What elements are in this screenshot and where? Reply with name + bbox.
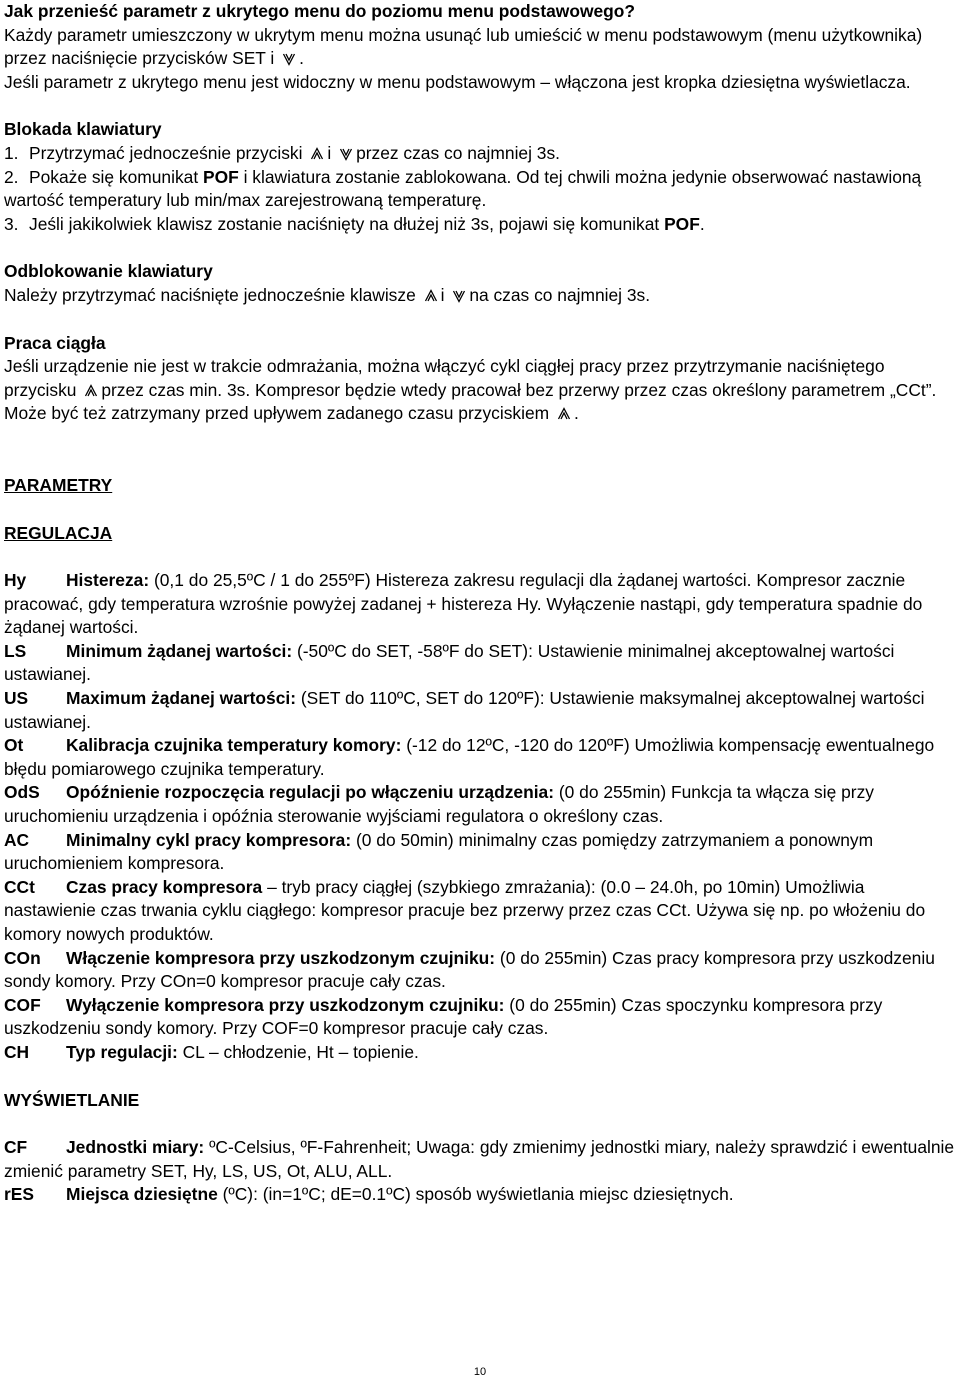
- step-text: i: [327, 142, 332, 163]
- param-description: (0 do 255min) Funkcja ta włącza się przy uruchomieniu urządzenia i opóźnia sterowanie wyjściami regulatora o określony czas.: [4, 782, 874, 827]
- param-row: [4, 876, 956, 947]
- step-text: Przytrzymać jednocześnie przyciski: [29, 142, 303, 163]
- lock-heading: Blokada klawiatury: [4, 119, 162, 140]
- param-code: rES: [4, 1184, 34, 1205]
- display-params: [4, 1136, 956, 1207]
- param-name: Typ regulacji:: [66, 1041, 178, 1062]
- down-arrow-icon: [339, 147, 353, 161]
- param-code: US: [4, 688, 29, 709]
- param-code: CH: [4, 1041, 30, 1062]
- parametry-heading: PARAMETRY: [4, 474, 113, 495]
- param-code: COF: [4, 994, 41, 1015]
- param-row: [4, 829, 956, 876]
- move-heading: Jak przenieść parametr z ukrytego menu do poziomu menu podstawowego?: [4, 1, 636, 21]
- param-row: [4, 1136, 956, 1183]
- param-description: (0 do 255min) Czas pracy kompresora przy uszkodzeniu sondy komory. Przy COn=0 kompresor pracuje cały czas.: [4, 947, 935, 992]
- step-number: 2.: [4, 166, 19, 187]
- param-description: (ºC): (in=1ºC; dE=0.1ºC) sposób wyświetlania miejsc dziesiętnych.: [222, 1184, 734, 1205]
- continuous-text-a: Jeśli urządzenie nie jest w trakcie odmrażania, można włączyć cykl ciągłej pracy przez przytrzymanie naciśniętego przycisku: [4, 356, 885, 400]
- pof-code: POF: [664, 213, 700, 234]
- move-paragraph-2: Jeśli parametr z ukrytego menu jest widoczny w menu podstawowym – włączona jest kropka dziesiętna wyświetlacza.: [4, 71, 911, 92]
- param-name: Czas pracy kompresora: [66, 876, 263, 897]
- param-description: – tryb pracy ciągłej (szybkiego zmrażania): (0.0 – 24.0h, po 10min) Umożliwia nastawienie czas trwania cyklu ciągłego: kompresor pracuje bez przerwy przez czas CCt. Używa się np. po włożeniu do komory nowych produktów.: [4, 876, 926, 944]
- param-name: Włączenie kompresora przy uszkodzonym czujniku:: [66, 947, 496, 968]
- step-text: i klawiatura zostanie zablokowana. Od tej chwili można jedynie obserwować nastawioną wartość temperatury lub min/max zarejestrowaną temperaturę.: [4, 166, 922, 211]
- param-description: (-50ºC do SET, -58ºF do SET): Ustawienie minimalnej akceptowalnej wartości ustawianej.: [4, 640, 895, 685]
- step-text: Jeśli jakikolwiek klawisz zostanie naciśnięty na dłużej niż 3s, pojawi się komunikat: [29, 213, 660, 234]
- param-row: [4, 781, 956, 828]
- down-arrow-icon: [452, 289, 466, 303]
- param-name: Opóźnienie rozpoczęcia regulacji po włączeniu urządzenia:: [66, 782, 555, 803]
- down-arrow-icon: [282, 52, 296, 66]
- page-number: 10: [473, 1366, 487, 1378]
- unlock-text-c: na czas co najmniej 3s.: [469, 284, 651, 305]
- up-arrow-icon: [557, 407, 571, 421]
- unlock-heading: Odblokowanie klawiatury: [4, 261, 213, 282]
- lock-step-2: [4, 166, 956, 213]
- param-name: Wyłączenie kompresora przy uszkodzonym czujniku:: [66, 994, 505, 1015]
- param-code: Hy: [4, 570, 27, 591]
- param-row: [4, 569, 956, 640]
- wyswietlanie-heading: WYŚWIETLANIE: [4, 1089, 140, 1110]
- param-name: Histereza:: [66, 570, 150, 591]
- continuous-text-c: .: [573, 403, 579, 424]
- unlock-text: [4, 284, 956, 308]
- param-description: (0,1 do 25,5ºC / 1 do 255ºF) Histereza zakresu regulacji dla żądanej wartości. Kompresor zacznie pracować, gdy temperatura wzrośnie powyżej zadanej + histereza Hy. Wyłączenie nastąpi, gdy temperatura spadnie do żądanej wartości.: [4, 570, 923, 638]
- step-number: 1.: [4, 142, 19, 163]
- param-description: CL – chłodzenie, Ht – topienie.: [182, 1041, 419, 1062]
- param-row: [4, 734, 956, 781]
- param-code: COn: [4, 947, 41, 968]
- unlock-text-a: Należy przytrzymać naciśnięte jednocześnie klawisze: [4, 284, 416, 305]
- continuous-text-b: przez czas min. 3s. Kompresor będzie wtedy pracował bez przerwy przez czas określony parametrem „CCt”. Może być też zatrzymany przed upływem zadanego czasu przyciskiem: [4, 379, 937, 424]
- param-row: [4, 994, 956, 1041]
- param-description: (0 do 50min) minimalny czas pomiędzy zatrzymaniem a ponownym uruchomieniem kompresora.: [4, 829, 874, 874]
- step-number: 3.: [4, 213, 19, 234]
- step-text: przez czas co najmniej 3s.: [356, 142, 561, 163]
- regulacja-heading: REGULACJA: [4, 522, 113, 543]
- param-code: Ot: [4, 735, 24, 756]
- up-arrow-icon: [84, 384, 98, 398]
- param-name: Maximum żądanej wartości:: [66, 688, 297, 709]
- move-text-end: .: [299, 48, 304, 69]
- param-description: (-12 do 12ºC, -120 do 120ºF) Umożliwia kompensację ewentualnego błędu pomiarowego czujnika temperatury.: [4, 735, 935, 779]
- continuous-heading: Praca ciągła: [4, 332, 106, 353]
- param-description: (0 do 255min) Czas spoczynku kompresora przy uszkodzeniu sondy komory. Przy COF=0 kompresor pracuje cały czas.: [4, 994, 883, 1039]
- up-arrow-icon: [424, 289, 438, 303]
- move-paragraph-1: [4, 24, 956, 71]
- move-text: Każdy parametr umieszczony w ukrytym menu można usunąć lub umieścić w menu podstawowym (menu użytkownika) przez naciśnięcie przycisków SET i: [4, 24, 923, 69]
- param-row: [4, 1183, 956, 1207]
- param-name: Miejsca dziesiętne: [66, 1184, 218, 1205]
- param-name: Minimum żądanej wartości:: [66, 640, 293, 661]
- param-code: CCt: [4, 876, 35, 897]
- manual-page: [4, 0, 956, 1207]
- param-description: (SET do 110ºC, SET do 120ºF): Ustawienie maksymalnej akceptowalnej wartości ustawianej.: [4, 688, 925, 732]
- param-row: [4, 947, 956, 994]
- param-row: [4, 687, 956, 734]
- continuous-text: [4, 355, 956, 426]
- param-code: AC: [4, 829, 30, 850]
- param-code: LS: [4, 640, 27, 661]
- param-name: Kalibracja czujnika temperatury komory:: [66, 735, 402, 756]
- param-row: [4, 1041, 956, 1065]
- param-name: Jednostki miary:: [66, 1137, 205, 1158]
- lock-step-1: [4, 142, 956, 166]
- param-code: CF: [4, 1137, 28, 1158]
- pof-code: POF: [203, 166, 239, 187]
- unlock-text-b: i: [440, 284, 445, 305]
- param-row: [4, 640, 956, 687]
- param-code: OdS: [4, 782, 40, 803]
- regulation-params: [4, 569, 956, 1064]
- param-description: ºC-Celsius, ºF-Fahrenheit; Uwaga: gdy zmienimy jednostki miary, należy sprawdzić i ewentualnie zmienić parametry SET, Hy, LS, US, Ot, ALU, ALL.: [4, 1137, 955, 1181]
- lock-step-3: [4, 213, 956, 237]
- up-arrow-icon: [310, 147, 324, 161]
- step-text-end: .: [699, 213, 705, 234]
- step-text: Pokaże się komunikat: [29, 166, 199, 187]
- param-name: Minimalny cykl pracy kompresora:: [66, 829, 352, 850]
